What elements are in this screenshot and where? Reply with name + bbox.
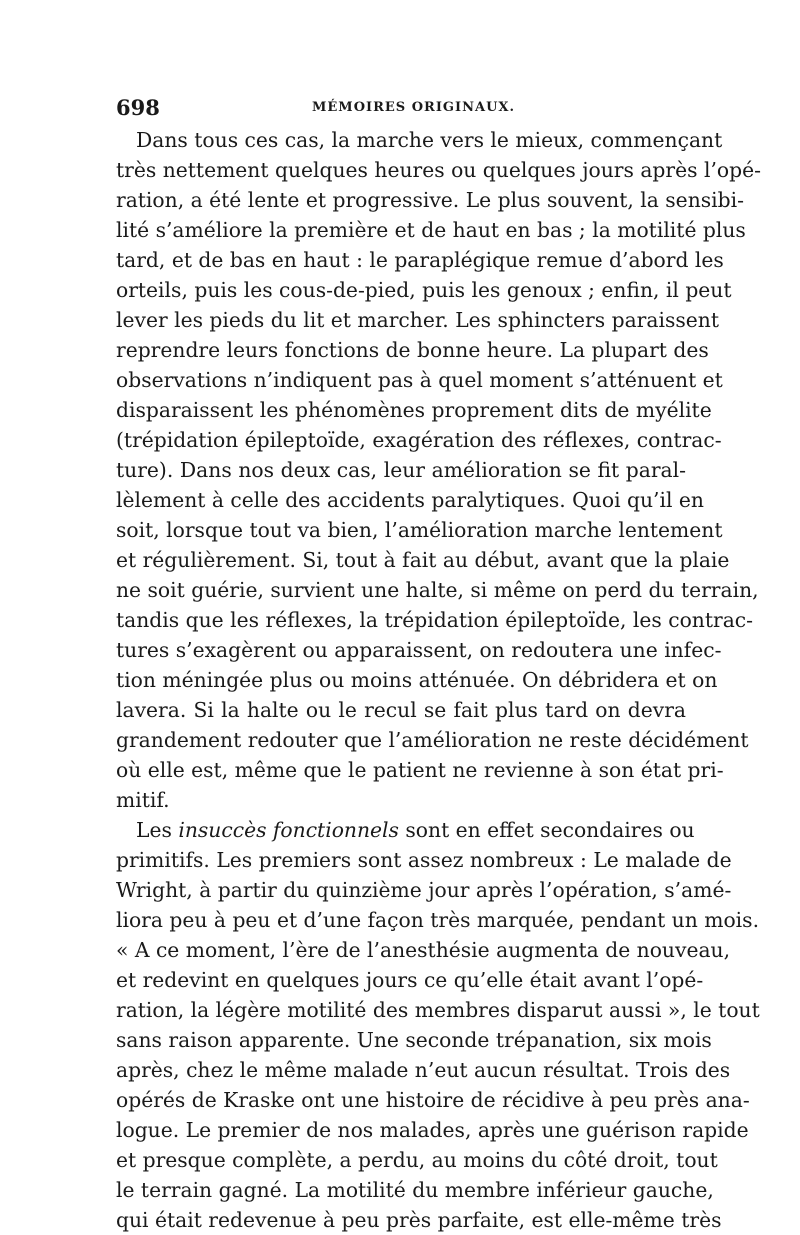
text-line: grandement redouter que l’amélioration ne reste décidément	[116, 728, 749, 752]
running-title: MÉMOIRES ORIGINAUX.	[312, 100, 516, 115]
text-line: et presque complète, a perdu, au moins du côté droit, tout	[116, 1148, 718, 1172]
text-line: mitif.	[116, 788, 170, 812]
text-line: Dans tous ces cas, la marche vers le mieux, commençant	[136, 128, 723, 152]
text-line: (trépidation épileptoïde, exagération des réflexes, contrac-	[116, 428, 722, 452]
text-line: Wright, à partir du quinzième jour après l’opération, s’amé-	[116, 878, 732, 902]
text-line: tard, et de bas en haut : le paraplégique remue d’abord les	[116, 248, 724, 272]
text-line: lité s’améliore la première et de haut en bas ; la motilité plus	[116, 218, 746, 242]
text-line: très nettement quelques heures ou quelques jours après l’opé-	[116, 158, 761, 182]
text-line: logue. Le premier de nos malades, après une guérison rapide	[116, 1118, 749, 1142]
text-line: qui était redevenue à peu près parfaite, est elle-même très	[116, 1208, 722, 1232]
italic-phrase: insuccès fonctionnels	[178, 818, 399, 842]
text-line: où elle est, même que le patient ne revienne à son état pri-	[116, 758, 724, 782]
text-line: ration, la légère motilité des membres disparut aussi », le tout	[116, 998, 760, 1022]
text-line: tandis que les réflexes, la trépidation épileptoïde, les contrac-	[116, 608, 753, 632]
text-line: tion méningée plus ou moins atténuée. On débridera et on	[116, 668, 718, 692]
text-line: reprendre leurs fonctions de bonne heure. La plupart des	[116, 338, 709, 362]
text-line: « A ce moment, l’ère de l’anesthésie augmenta de nouveau,	[116, 938, 731, 962]
text-line: ture). Dans nos deux cas, leur amélioration se fit paral-	[116, 458, 686, 482]
text-line: Les insuccès fonctionnels sont en effet secondaires ou	[136, 818, 695, 842]
text-line: lèlement à celle des accidents paralytiques. Quoi qu’il en	[116, 488, 704, 512]
text-line: ne soit guérie, survient une halte, si même on perd du terrain,	[116, 578, 759, 602]
text-line: et redevint en quelques jours ce qu’elle était avant l’opé-	[116, 968, 704, 992]
text-line: opérés de Kraske ont une histoire de récidive à peu près ana-	[116, 1088, 750, 1112]
page-number: 698	[116, 95, 160, 120]
text-line: lever les pieds du lit et marcher. Les sphincters paraissent	[116, 308, 719, 332]
text-line: le terrain gagné. La motilité du membre inférieur gauche,	[116, 1178, 714, 1202]
text-line: orteils, puis les cous-de-pied, puis les genoux ; enfin, il peut	[116, 278, 732, 302]
text-line: soit, lorsque tout va bien, l’amélioration marche lentement	[116, 518, 723, 542]
text-line: observations n’indiquent pas à quel moment s’atténuent et	[116, 368, 723, 392]
text-line: primitifs. Les premiers sont assez nombreux : Le malade de	[116, 848, 732, 872]
text-line: sans raison apparente. Une seconde trépanation, six mois	[116, 1028, 712, 1052]
text-line: tures s’exagèrent ou apparaissent, on redoutera une infec-	[116, 638, 722, 662]
text-line: ration, a été lente et progressive. Le plus souvent, la sensibi-	[116, 188, 744, 212]
text-line: disparaissent les phénomènes proprement dits de myélite	[116, 398, 712, 422]
text-line: et régulièrement. Si, tout à fait au début, avant que la plaie	[116, 548, 730, 572]
text-line: liora peu à peu et d’une façon très marquée, pendant un mois.	[116, 908, 760, 932]
text-line: lavera. Si la halte ou le recul se fait plus tard on devra	[116, 698, 686, 722]
page-header	[116, 95, 686, 121]
text-line: après, chez le même malade n’eut aucun résultat. Trois des	[116, 1058, 731, 1082]
